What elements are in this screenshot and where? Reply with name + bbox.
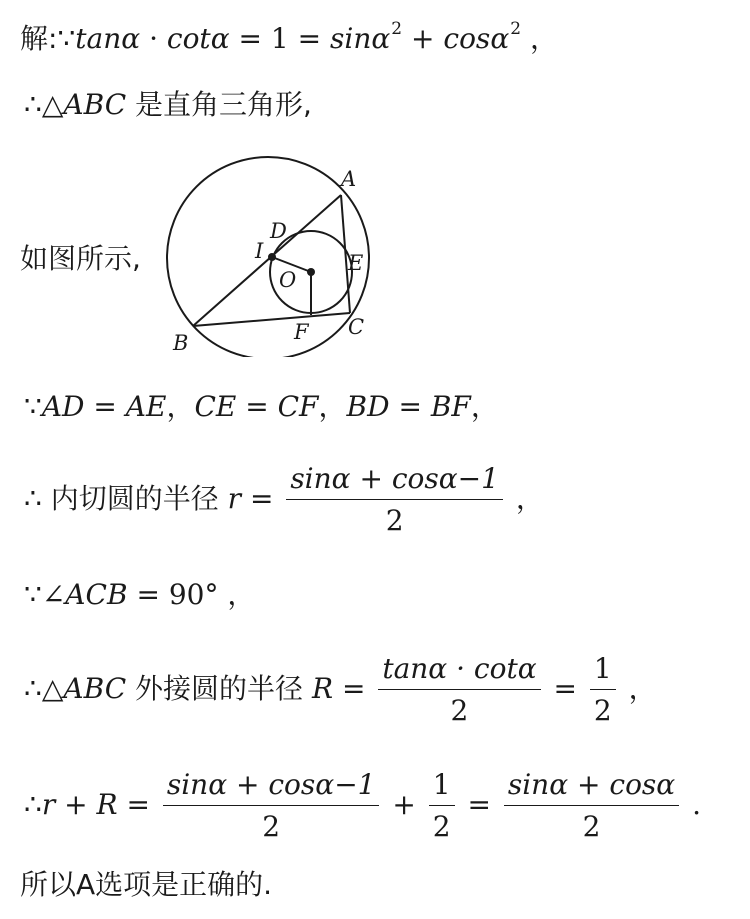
side-ab — [193, 195, 341, 326]
comma: ， — [166, 390, 195, 423]
fraction-denominator: 2 — [593, 694, 612, 727]
fraction — [378, 652, 540, 728]
math-tan: tan — [75, 22, 122, 55]
label-e: E — [348, 251, 364, 275]
fraction — [590, 652, 616, 728]
line-text: 外接圆的半径 — [126, 672, 312, 705]
math-cot: cot — [166, 22, 211, 55]
fraction — [504, 768, 679, 844]
math-cf: CF — [277, 390, 319, 423]
math-alpha: α — [210, 22, 230, 55]
point-o — [307, 268, 315, 276]
comma: ， — [470, 390, 499, 423]
math-equals: = — [398, 390, 422, 423]
math-dot: · — [149, 22, 158, 55]
side-bc — [193, 313, 350, 326]
label-a: A — [341, 167, 357, 191]
math-sin: sin — [330, 22, 372, 55]
math-abc: ABC — [63, 88, 127, 121]
math-equals: = — [467, 788, 491, 821]
line-3 — [20, 242, 141, 276]
math-ce: CE — [194, 390, 237, 423]
line-8 — [24, 768, 701, 844]
math-alpha: α — [121, 22, 141, 55]
geometry-figure — [160, 152, 380, 357]
fraction-numerator: sinα + cosα−1 — [286, 462, 503, 500]
therefore-symbol: ∴ — [24, 788, 42, 821]
comma: ， — [515, 482, 544, 515]
label-o: O — [279, 268, 297, 292]
math-alpha: α — [371, 22, 391, 55]
math-equals: = — [93, 390, 117, 423]
comma: ， — [318, 390, 347, 423]
math-lhs: r + R — [41, 788, 118, 821]
point-i — [268, 253, 276, 261]
because-symbol: ∵ — [24, 578, 42, 611]
math-bf: BF — [430, 390, 471, 423]
math-equals: = — [249, 482, 274, 515]
period: . — [692, 788, 702, 821]
fraction-numerator: 1 — [590, 652, 616, 690]
math-ad: AD — [41, 390, 85, 423]
math-equals: = — [238, 22, 262, 55]
label-i: I — [255, 239, 264, 263]
fraction — [286, 462, 503, 538]
math-equals: = — [297, 22, 322, 55]
triangle-symbol: △ — [41, 88, 64, 121]
fraction-numerator: sinα + cosα−1 — [163, 768, 380, 806]
solution-label: 解: — [20, 22, 58, 55]
comma: ， — [227, 578, 256, 611]
therefore-symbol: ∴ — [24, 672, 42, 705]
math-ae: AE — [125, 390, 167, 423]
label-d: D — [270, 219, 287, 243]
conclusion-text: 所以A选项是正确的. — [20, 868, 273, 901]
line-text: 如图所示, — [20, 242, 141, 275]
fraction — [429, 768, 455, 844]
math-equals: = — [341, 672, 366, 705]
line-7 — [24, 652, 657, 728]
angle-value: 90° — [168, 578, 219, 611]
math-abc: ABC — [63, 672, 127, 705]
label-b: B — [173, 331, 189, 355]
line-6 — [24, 578, 255, 612]
math-r: r — [227, 482, 242, 515]
line-4 — [24, 390, 499, 424]
fraction-denominator: 2 — [450, 694, 469, 727]
line-text: 内切圆的半径 — [41, 482, 228, 515]
fraction-denominator: 2 — [432, 810, 451, 843]
math-equals: = — [136, 578, 160, 611]
label-c: C — [348, 315, 365, 339]
therefore-symbol: ∴ — [24, 482, 42, 515]
fraction-numerator: 1 — [429, 768, 455, 806]
fraction — [163, 768, 380, 844]
label-f: F — [294, 320, 309, 344]
math-plus: + — [392, 788, 416, 821]
math-alpha: α — [490, 22, 510, 55]
fraction-denominator: 2 — [262, 810, 281, 843]
math-plus: + — [411, 22, 435, 55]
triangle-symbol: △ — [41, 672, 64, 705]
line-5 — [24, 462, 544, 538]
math-equals: = — [245, 390, 269, 423]
because-symbol: ∵ — [57, 22, 76, 55]
math-equals: = — [126, 788, 150, 821]
comma: ， — [529, 22, 558, 55]
because-symbol: ∵ — [24, 390, 42, 423]
line-text: 是直角三角形, — [126, 88, 312, 121]
math-exponent: 2 — [510, 19, 522, 39]
therefore-symbol: ∴ — [24, 88, 42, 121]
fraction-numerator: sinα + cosα — [504, 768, 679, 806]
math-acb: ACB — [65, 578, 128, 611]
angle-symbol: ∠ — [41, 578, 66, 611]
math-exponent: 2 — [391, 19, 403, 39]
line-1 — [20, 12, 558, 56]
math-R: R — [311, 672, 334, 705]
comma: ， — [628, 672, 657, 705]
math-bd: BD — [346, 390, 390, 423]
math-equals: = — [553, 672, 577, 705]
line-9 — [20, 868, 272, 902]
line-2 — [24, 88, 312, 122]
fraction-denominator: 2 — [385, 504, 404, 537]
fraction-numerator: tanα · cotα — [378, 652, 540, 690]
fraction-denominator: 2 — [582, 810, 601, 843]
math-cos: cos — [443, 22, 491, 55]
math-one: 1 — [270, 22, 289, 55]
